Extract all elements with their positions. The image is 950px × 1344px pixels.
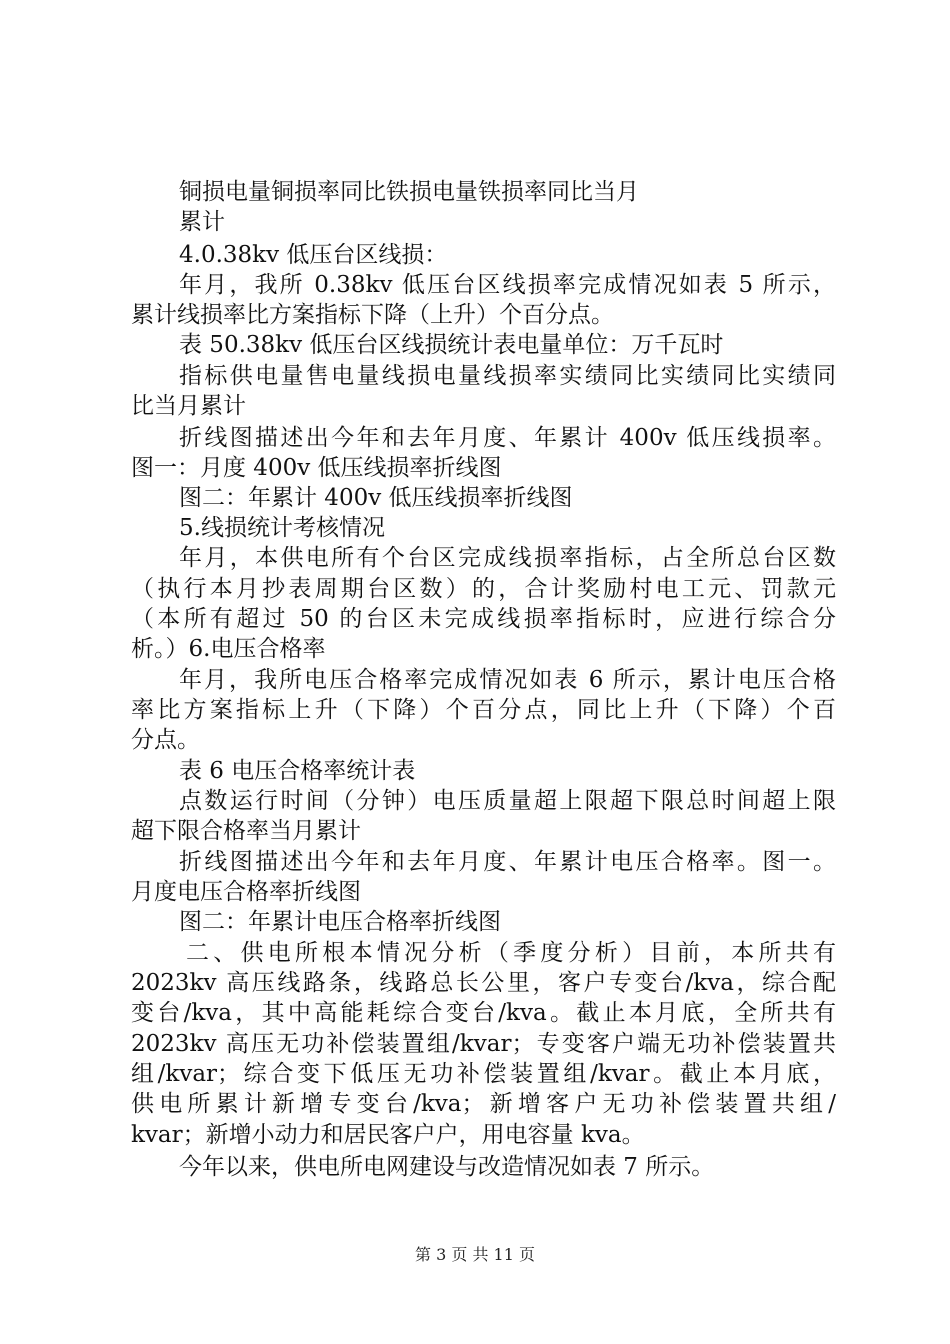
- paragraph-line: 累计线损率比方案指标下降（上升）个百分点。: [131, 302, 614, 328]
- paragraph-line: 点数运行时间（分钟）电压质量超上限超下限总时间超上限: [179, 788, 836, 814]
- figure-caption: 图二：年累计 400v 低压线损率折线图: [179, 485, 573, 511]
- figure-caption: 月度电压合格率折线图: [131, 879, 361, 905]
- paragraph-line: 析。）6.电压合格率: [131, 636, 326, 662]
- paragraph-line: 超下限合格率当月累计: [131, 818, 361, 844]
- paragraph-line: kvar；新增小动力和居民客户户，用电容量 kva。: [131, 1122, 645, 1148]
- paragraph-line: 2023kv 高压无功补偿装置组/kvar；专变客户端无功补偿装置共: [131, 1031, 836, 1057]
- table-caption: 表 6 电压合格率统计表: [179, 758, 416, 784]
- paragraph-line: 2023kv 高压线路条，线路总长公里，客户专变台/kva，综合配: [131, 970, 836, 996]
- paragraph-line: 今年以来，供电所电网建设与改造情况如表 7 所示。: [179, 1154, 715, 1180]
- paragraph-line: 年月，我所电压合格率完成情况如表 6 所示，累计电压合格: [179, 667, 836, 693]
- paragraph-line: 累计: [179, 209, 225, 235]
- paragraph-line: 指标供电量售电量线损电量线损率实绩同比实绩同比实绩同: [179, 363, 836, 389]
- paragraph-line: 比当月累计: [131, 393, 246, 419]
- paragraph-line: 率比方案指标上升（下降）个百分点，同比上升（下降）个百: [131, 697, 836, 723]
- table-caption: 表 50.38kv 低压台区线损统计表电量单位：万千瓦时: [179, 332, 724, 358]
- figure-caption: 图一：月度 400v 低压线损率折线图: [131, 455, 502, 481]
- paragraph-line: （执行本月抄表周期台区数）的，合计奖励村电工元、罚款元: [131, 576, 836, 602]
- paragraph-line: 折线图描述出今年和去年月度、年累计 400v 低压线损率。: [179, 425, 836, 451]
- paragraph-line: 年月，本供电所有个台区完成线损率指标，占全所总台区数: [179, 545, 836, 571]
- section-heading: 二、供电所根本情况分析（季度分析）目前，本所共有: [186, 940, 836, 966]
- paragraph-line: 组/kvar；综合变下低压无功补偿装置组/kvar。截止本月底，: [131, 1061, 836, 1087]
- paragraph-line: 供电所累计新增专变台/kva；新增客户无功补偿装置共组/: [131, 1091, 836, 1117]
- paragraph-line: 分点。: [131, 727, 200, 753]
- figure-caption: 图二：年累计电压合格率折线图: [179, 909, 501, 935]
- paragraph-line: 年月，我所 0.38kv 低压台区线损率完成情况如表 5 所示，: [179, 272, 836, 298]
- paragraph-line: （本所有超过 50 的台区未完成线损率指标时，应进行综合分: [131, 606, 836, 632]
- paragraph-line: 铜损电量铜损率同比铁损电量铁损率同比当月: [179, 179, 639, 205]
- page-footer: 第 3 页 共 11 页: [415, 1245, 535, 1264]
- paragraph-line: 变台/kva，其中高能耗综合变台/kva。截止本月底，全所共有: [131, 1000, 836, 1026]
- section-heading: 5.线损统计考核情况: [179, 515, 385, 541]
- paragraph-line: 折线图描述出今年和去年月度、年累计电压合格率。图一。: [179, 849, 836, 875]
- section-heading: 4.0.38kv 低压台区线损：: [179, 242, 448, 268]
